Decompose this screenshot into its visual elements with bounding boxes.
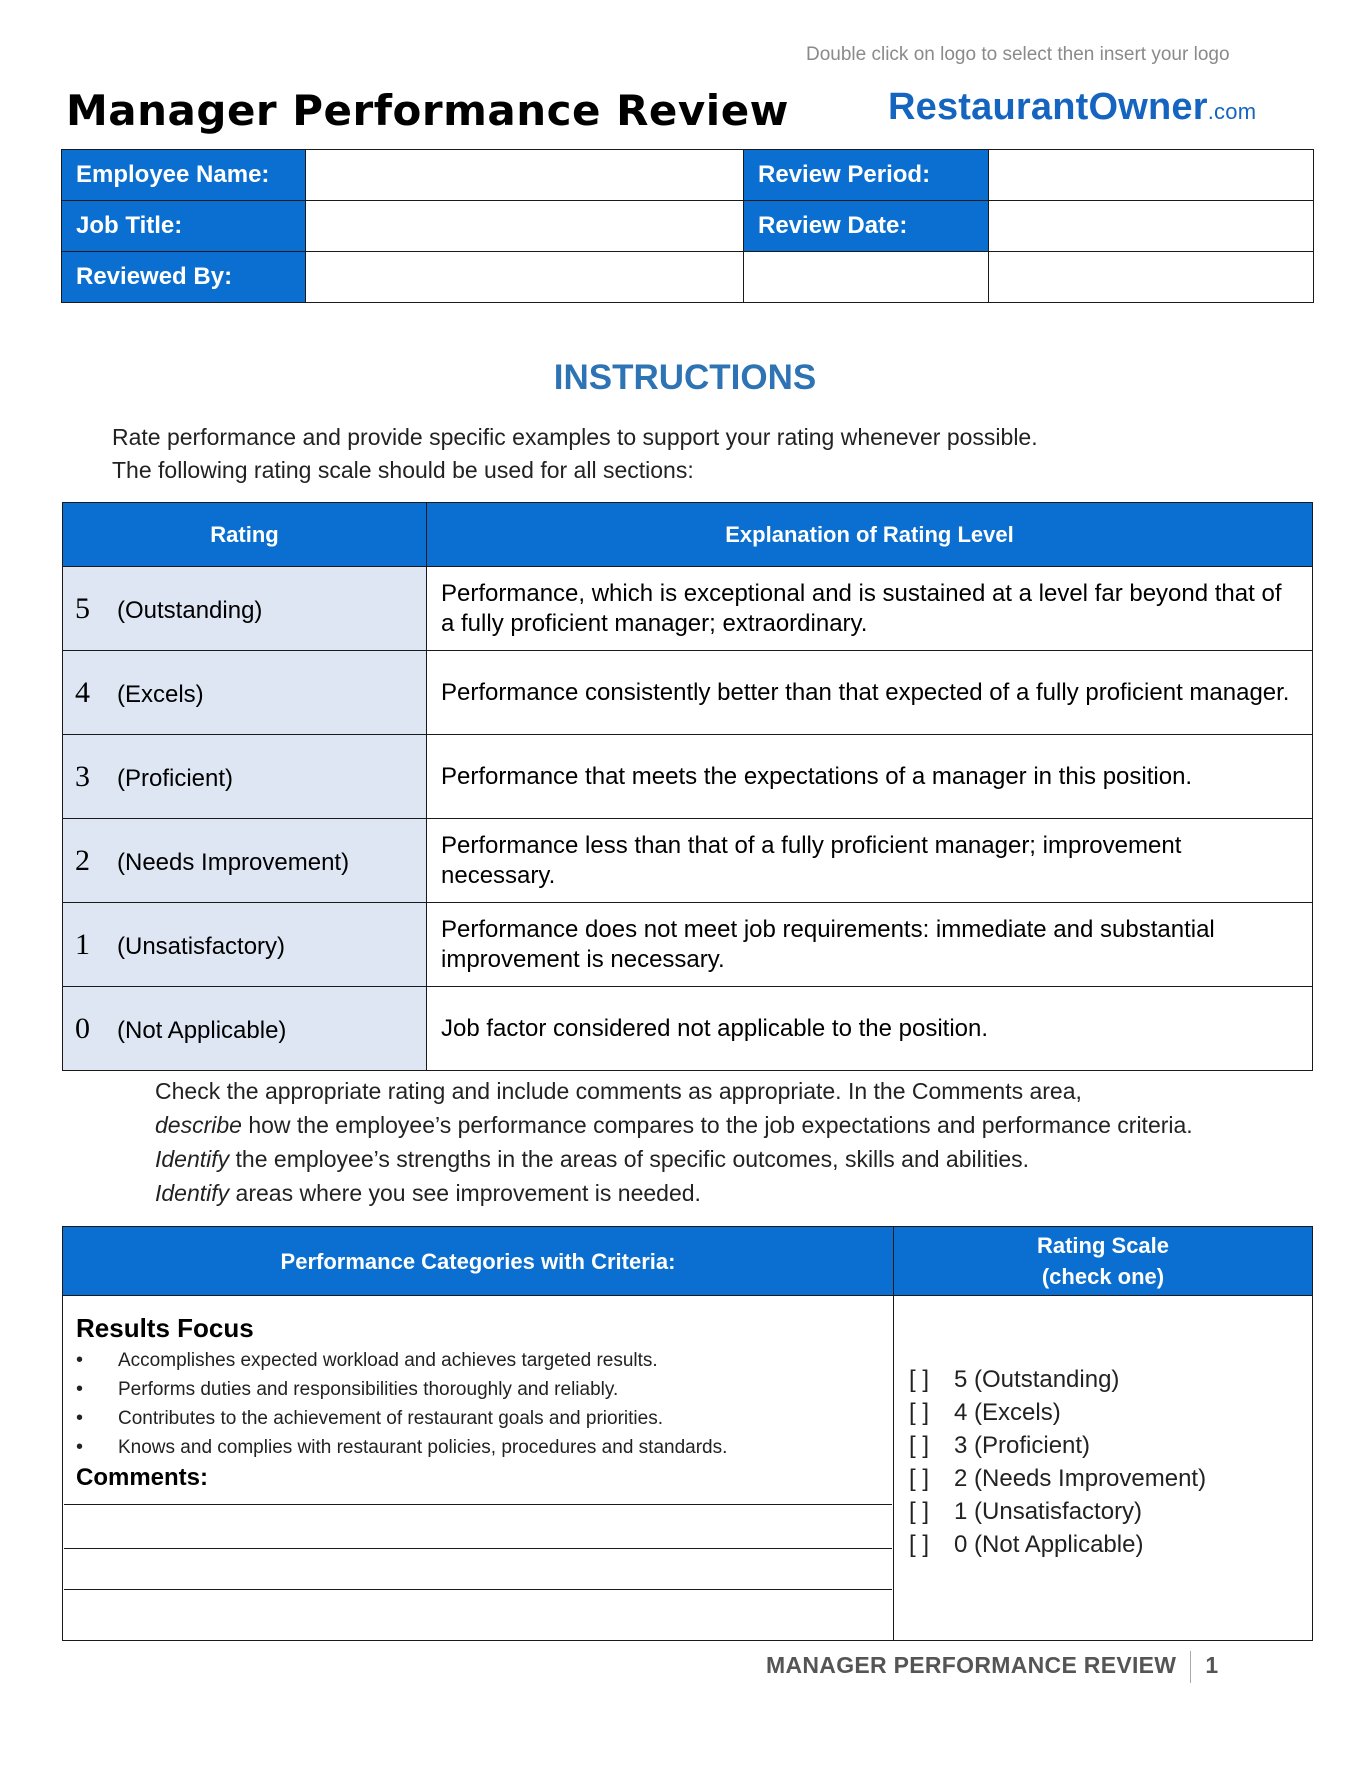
rating-label: (Needs Improvement) (117, 848, 350, 876)
rating-option[interactable] (909, 1462, 1311, 1495)
logo[interactable] (888, 86, 1256, 129)
rating-explanation: Job factor considered not applicable to the position. (427, 987, 1313, 1071)
rating-label: (Not Applicable) (117, 1016, 287, 1044)
rating-number: 1 (75, 927, 90, 961)
review-period-label: Review Period: (744, 150, 989, 201)
list-item: • Knows and complies with restaurant policies, procedures and standards. (76, 1433, 892, 1462)
reviewed-by-field[interactable] (306, 252, 744, 303)
rating-option[interactable] (909, 1495, 1311, 1528)
rating-explanation: Performance consistently better than that expected of a fully proficient manager. (427, 651, 1313, 735)
rating-option[interactable] (909, 1396, 1311, 1429)
rating-explanation: Performance that meets the expectations of a manager in this position. (427, 735, 1313, 819)
checkbox[interactable]: [ ] (909, 1465, 930, 1492)
check-text-4: areas where you see improvement is needed. (229, 1180, 701, 1206)
rating-scale-header-line-2: (check one) (1041, 1264, 1165, 1289)
check-text-2: how the employee’s performance compares to the job expectations and performance criteria. (241, 1112, 1193, 1138)
rating-option-label: 0 (Not Applicable) (954, 1531, 1144, 1558)
logo-hint: Double click on logo to select then insert your logo (806, 44, 1230, 65)
check-text-identify-1: Identify (155, 1146, 230, 1172)
blank-field-2[interactable] (989, 252, 1314, 303)
rating-scale-column-header (894, 1227, 1313, 1296)
comments-label: Comments: (76, 1464, 209, 1491)
review-date-label: Review Date: (744, 201, 989, 252)
rating-option-label: 5 (Outstanding) (954, 1366, 1120, 1393)
logo-suffix: .com (1207, 99, 1257, 124)
instructions-line-1: Rate performance and provide specific examples to support your rating whenever possible. (112, 424, 1038, 450)
blank-field-1[interactable] (744, 252, 989, 303)
table-row (63, 903, 1313, 987)
employee-name-label: Employee Name: (62, 150, 306, 201)
rating-explanation: Performance does not meet job requirements: immediate and substantial improvement is necessary. (427, 903, 1313, 987)
check-instructions (155, 1074, 1235, 1210)
check-text-identify-2: Identify (155, 1180, 230, 1206)
rating-options-cell (894, 1296, 1313, 1641)
rating-scale-table (62, 502, 1313, 1071)
checkbox[interactable]: [ ] (909, 1498, 930, 1525)
page-footer (766, 1651, 1218, 1683)
categories-column-header: Performance Categories with Criteria: (63, 1227, 894, 1296)
job-title-label: Job Title: (62, 201, 306, 252)
rating-label: (Outstanding) (117, 596, 263, 624)
comment-line[interactable] (64, 1548, 892, 1589)
logo-main: RestaurantOwner (888, 86, 1208, 128)
category-title: Results Focus (76, 1313, 254, 1343)
check-text-describe: describe (155, 1112, 242, 1138)
footer-title: MANAGER PERFORMANCE REVIEW (766, 1652, 1177, 1679)
comment-line[interactable] (64, 1504, 892, 1548)
table-row (63, 987, 1313, 1071)
instructions-heading: INSTRUCTIONS (553, 358, 817, 397)
rating-label: (Excels) (117, 680, 204, 708)
rating-column-header: Rating (63, 503, 427, 567)
rating-number: 2 (75, 843, 90, 877)
rating-label: (Proficient) (117, 764, 234, 792)
table-row (63, 651, 1313, 735)
performance-categories-table (62, 1226, 1313, 1641)
table-row (63, 819, 1313, 903)
review-date-field[interactable] (989, 201, 1314, 252)
rating-number: 3 (75, 759, 90, 793)
job-title-field[interactable] (306, 201, 744, 252)
rating-explanation: Performance less than that of a fully proficient manager; improvement necessary. (427, 819, 1313, 903)
list-item: • Accomplishes expected workload and achieves targeted results. (76, 1346, 892, 1375)
rating-option-label: 2 (Needs Improvement) (954, 1465, 1207, 1492)
comment-line[interactable] (64, 1589, 892, 1639)
rating-number: 4 (75, 675, 90, 709)
check-text-3: the employee’s strengths in the areas of specific outcomes, skills and abilities. (229, 1146, 1030, 1172)
rating-label: (Unsatisfactory) (117, 932, 286, 960)
review-period-field[interactable] (989, 150, 1314, 201)
rating-explanation: Performance, which is exceptional and is sustained at a level far beyond that of a fully proficient manager; extraordinary. (427, 567, 1313, 651)
rating-option-label: 1 (Unsatisfactory) (954, 1498, 1143, 1525)
table-row (63, 735, 1313, 819)
employee-name-field[interactable] (306, 150, 744, 201)
rating-number: 5 (75, 591, 90, 625)
rating-options (895, 1297, 1311, 1561)
table-row (63, 567, 1313, 651)
explanation-column-header: Explanation of Rating Level (427, 503, 1313, 567)
rating-scale-header-line-1: Rating Scale (1036, 1233, 1170, 1258)
checkbox[interactable]: [ ] (909, 1399, 930, 1426)
rating-option-label: 4 (Excels) (954, 1399, 1061, 1426)
rating-option[interactable] (909, 1429, 1311, 1462)
checkbox[interactable]: [ ] (909, 1531, 930, 1558)
list-item: • Performs duties and responsibilities thoroughly and reliably. (76, 1375, 892, 1404)
check-text-1: Check the appropriate rating and include comments as appropriate. In the Comments area, (155, 1078, 1082, 1104)
page-number: 1 (1205, 1652, 1219, 1679)
instructions-text (112, 421, 1038, 487)
checkbox[interactable]: [ ] (909, 1366, 930, 1393)
results-focus-cell (63, 1296, 894, 1641)
criteria-list (64, 1346, 892, 1462)
rating-number: 0 (75, 1011, 90, 1045)
reviewed-by-label: Reviewed By: (62, 252, 306, 303)
checkbox[interactable]: [ ] (909, 1432, 930, 1459)
rating-option[interactable] (909, 1528, 1311, 1561)
rating-option[interactable] (909, 1363, 1311, 1396)
rating-option-label: 3 (Proficient) (954, 1432, 1091, 1459)
footer-divider (1190, 1651, 1191, 1683)
instructions-line-2: The following rating scale should be used for all sections: (112, 457, 694, 483)
employee-info-table (61, 149, 1314, 303)
page-title: Manager Performance Review (66, 86, 789, 135)
list-item: • Contributes to the achievement of restaurant goals and priorities. (76, 1404, 892, 1433)
